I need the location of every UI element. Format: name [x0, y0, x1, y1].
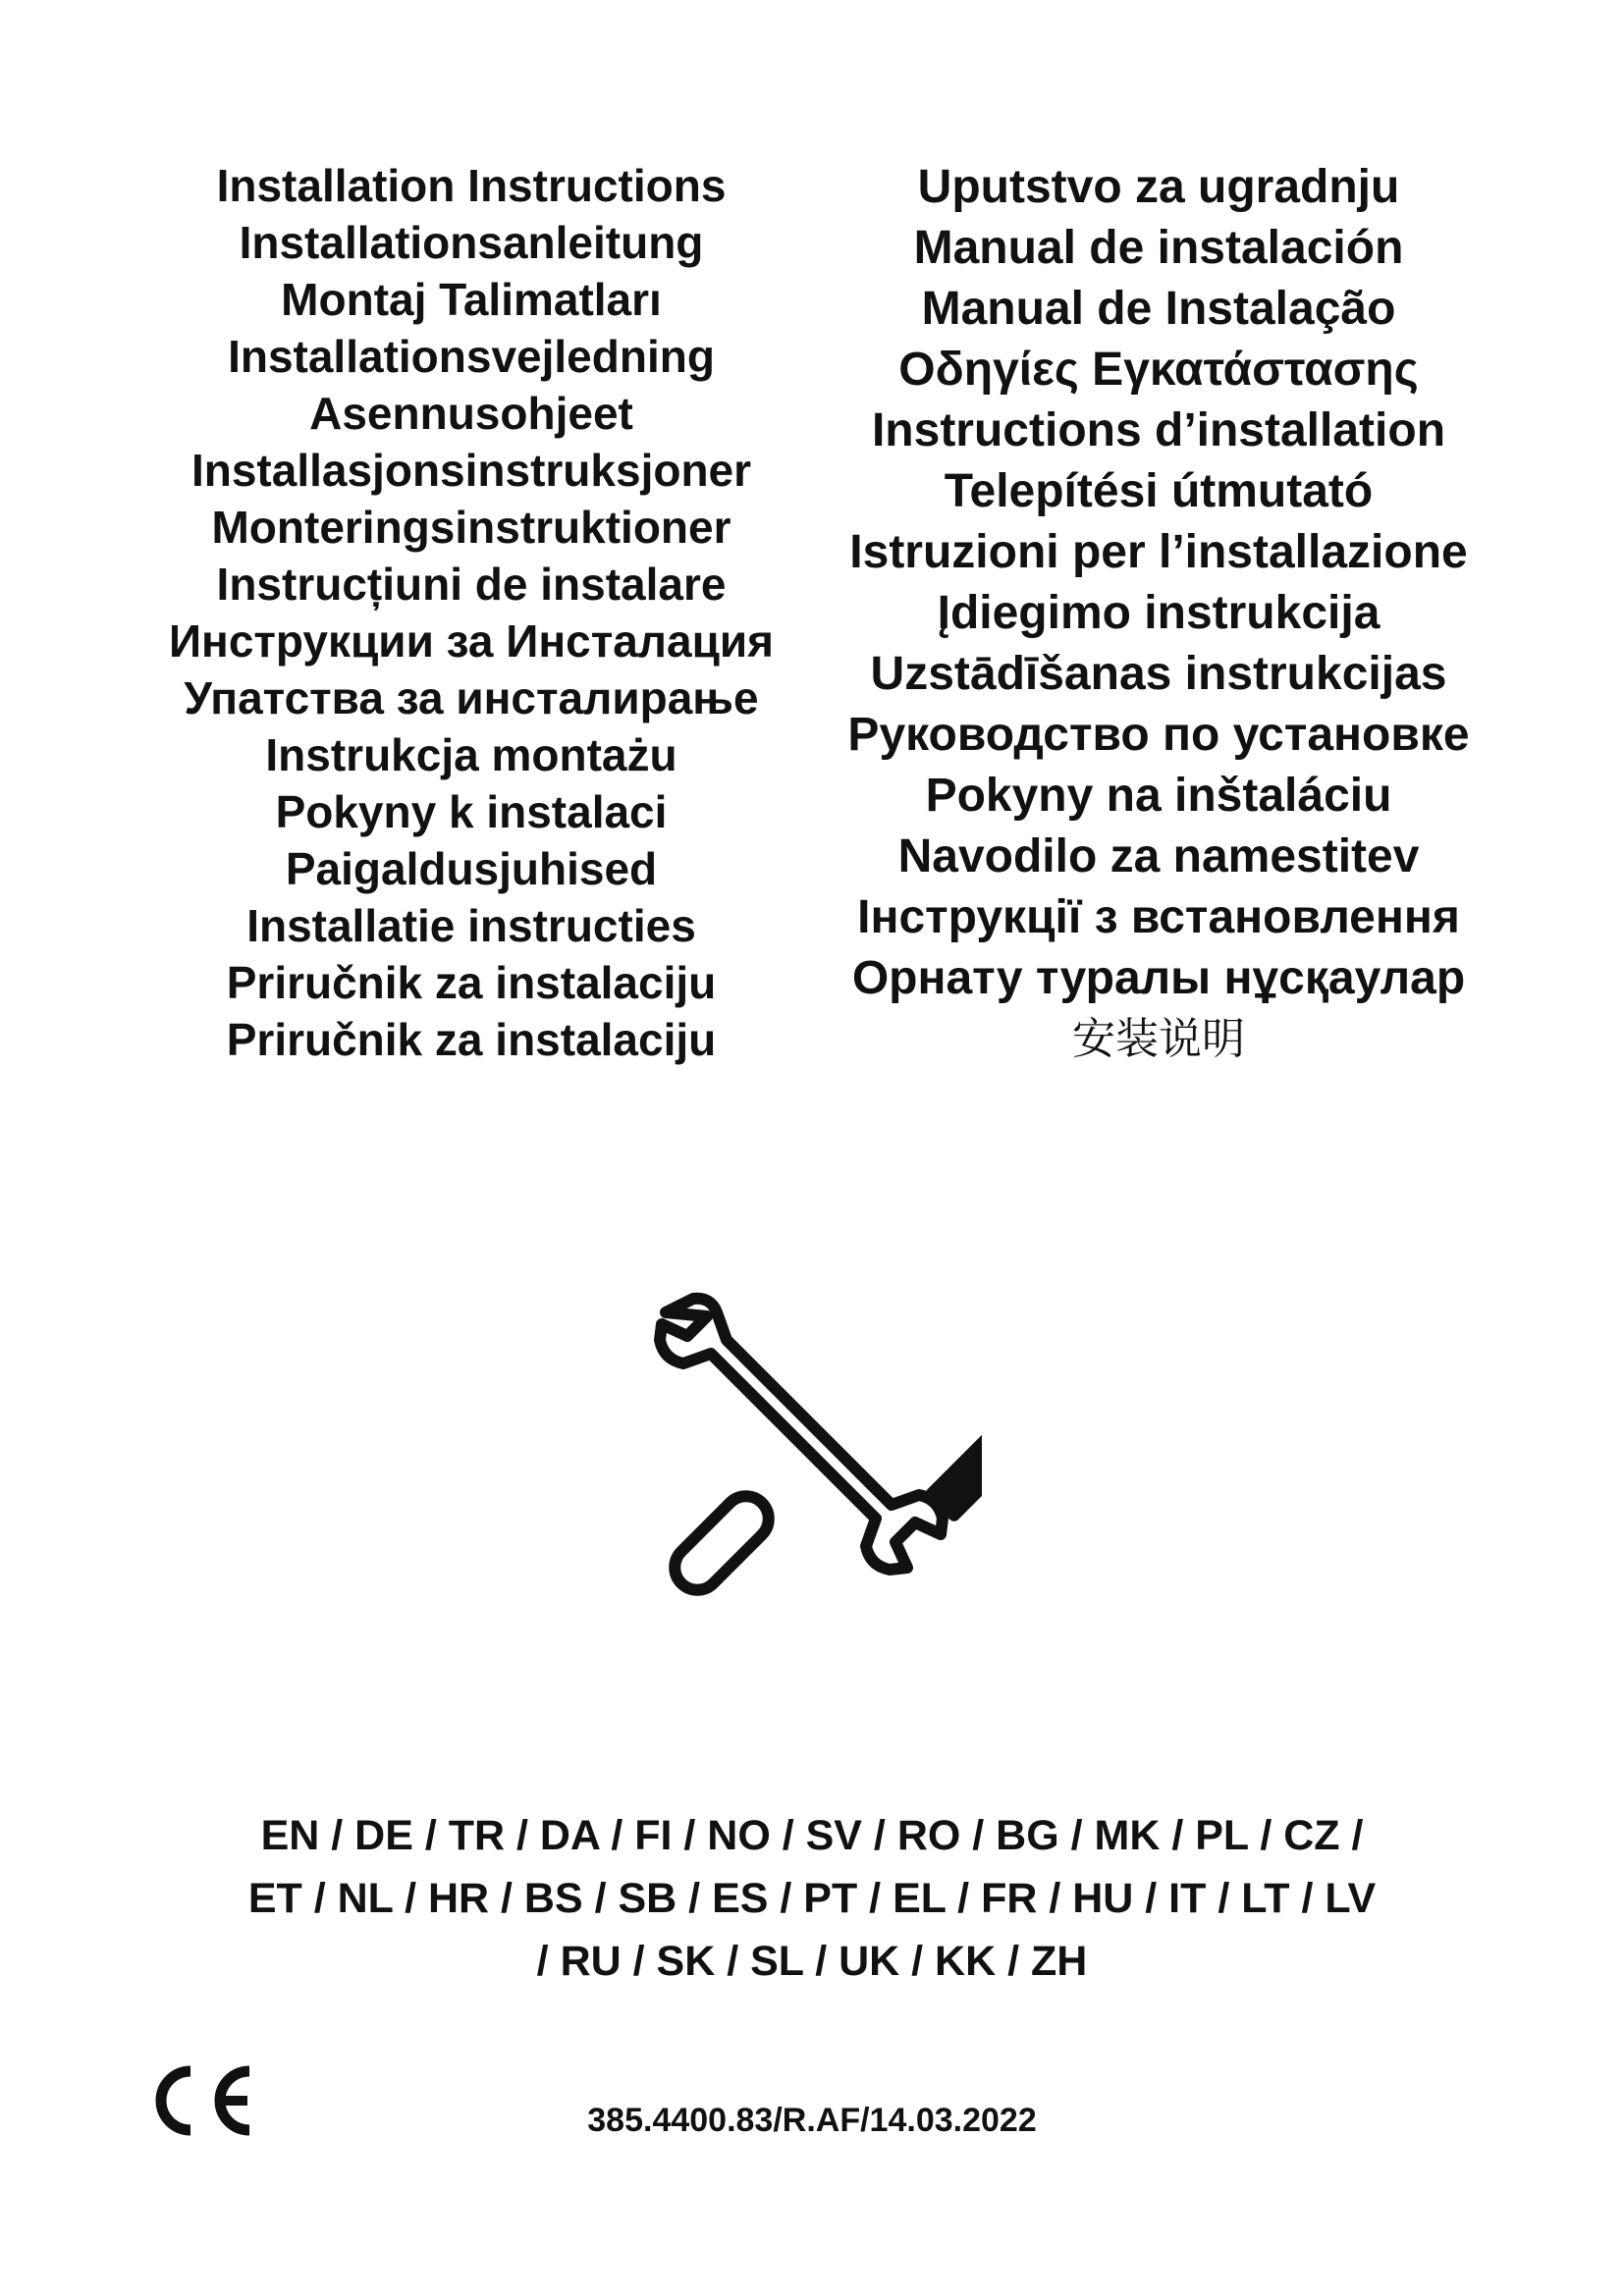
title-sk: Pokyny na inštaláciu	[925, 770, 1392, 822]
title-de: Installationsanleitung	[239, 217, 704, 268]
title-sb: Uputstvo za ugradnju	[917, 161, 1400, 213]
language-codes	[0, 1804, 1624, 1993]
language-codes-line-1: EN / DE / TR / DA / FI / NO / SV / RO / BG / MK / PL / CZ /	[260, 1812, 1364, 1859]
title-ro: Instrucțiuni de instalare	[216, 559, 727, 610]
title-bs: Priručnik za instalaciju	[226, 1014, 717, 1065]
title-kk: Орнату туралы нұсқаулар	[851, 952, 1466, 1004]
title-es: Manual de instalación	[913, 222, 1404, 274]
titles-right-column	[825, 157, 1492, 1070]
title-no: Installasjonsinstruksjoner	[190, 445, 752, 496]
title-sl: Navodilo za namestitev	[897, 830, 1420, 882]
title-fr: Instructions d’installation	[871, 404, 1446, 456]
title-nl: Installatie instructies	[246, 900, 696, 951]
title-lv: Uzstādīšanas instrukcijas	[870, 648, 1447, 700]
title-hu: Telepítési útmutató	[944, 465, 1374, 517]
title-cz: Pokyny k instalaci	[275, 786, 668, 837]
title-sv: Monteringsinstruktioner	[211, 502, 731, 553]
title-bg: Инструкции за Инсталация	[168, 615, 775, 667]
title-pt: Manual de Instalação	[921, 283, 1396, 335]
title-tr: Montaj Talimatları	[281, 274, 662, 325]
language-codes-line-3: / RU / SK / SL / UK / KK / ZH	[536, 1938, 1088, 1985]
wrench-and-screwdriver-icon	[648, 1291, 982, 1625]
title-fi: Asennusohjeet	[309, 388, 633, 439]
language-codes-line-2: ET / NL / HR / BS / SB / ES / PT / EL / FR / HU / IT / LT / LV	[247, 1875, 1377, 1922]
title-en: Installation Instructions	[216, 160, 727, 211]
title-hr: Priručnik za instalaciju	[226, 957, 717, 1008]
title-ru: Руководство по установке	[847, 709, 1470, 761]
title-da: Installationsvejledning	[228, 331, 715, 382]
title-uk: Інструкції з встановлення	[857, 891, 1460, 943]
title-zh: 安装说明	[1072, 1015, 1245, 1063]
titles-left-column	[147, 157, 795, 1068]
title-et: Paigaldusjuhised	[285, 843, 658, 894]
screwdriver-grip-icon	[666, 1487, 779, 1600]
title-el: Οδηγίες Εγκατάστασης	[898, 344, 1419, 396]
title-it: Istruzioni per l’installazione	[849, 526, 1468, 578]
title-lt: Įdiegimo instrukcija	[937, 587, 1380, 639]
document-code: 385.4400.83/R.AF/14.03.2022	[587, 2102, 1037, 2139]
title-pl: Instrukcja montażu	[265, 729, 677, 780]
title-mk: Упатства за инсталирање	[184, 672, 759, 723]
